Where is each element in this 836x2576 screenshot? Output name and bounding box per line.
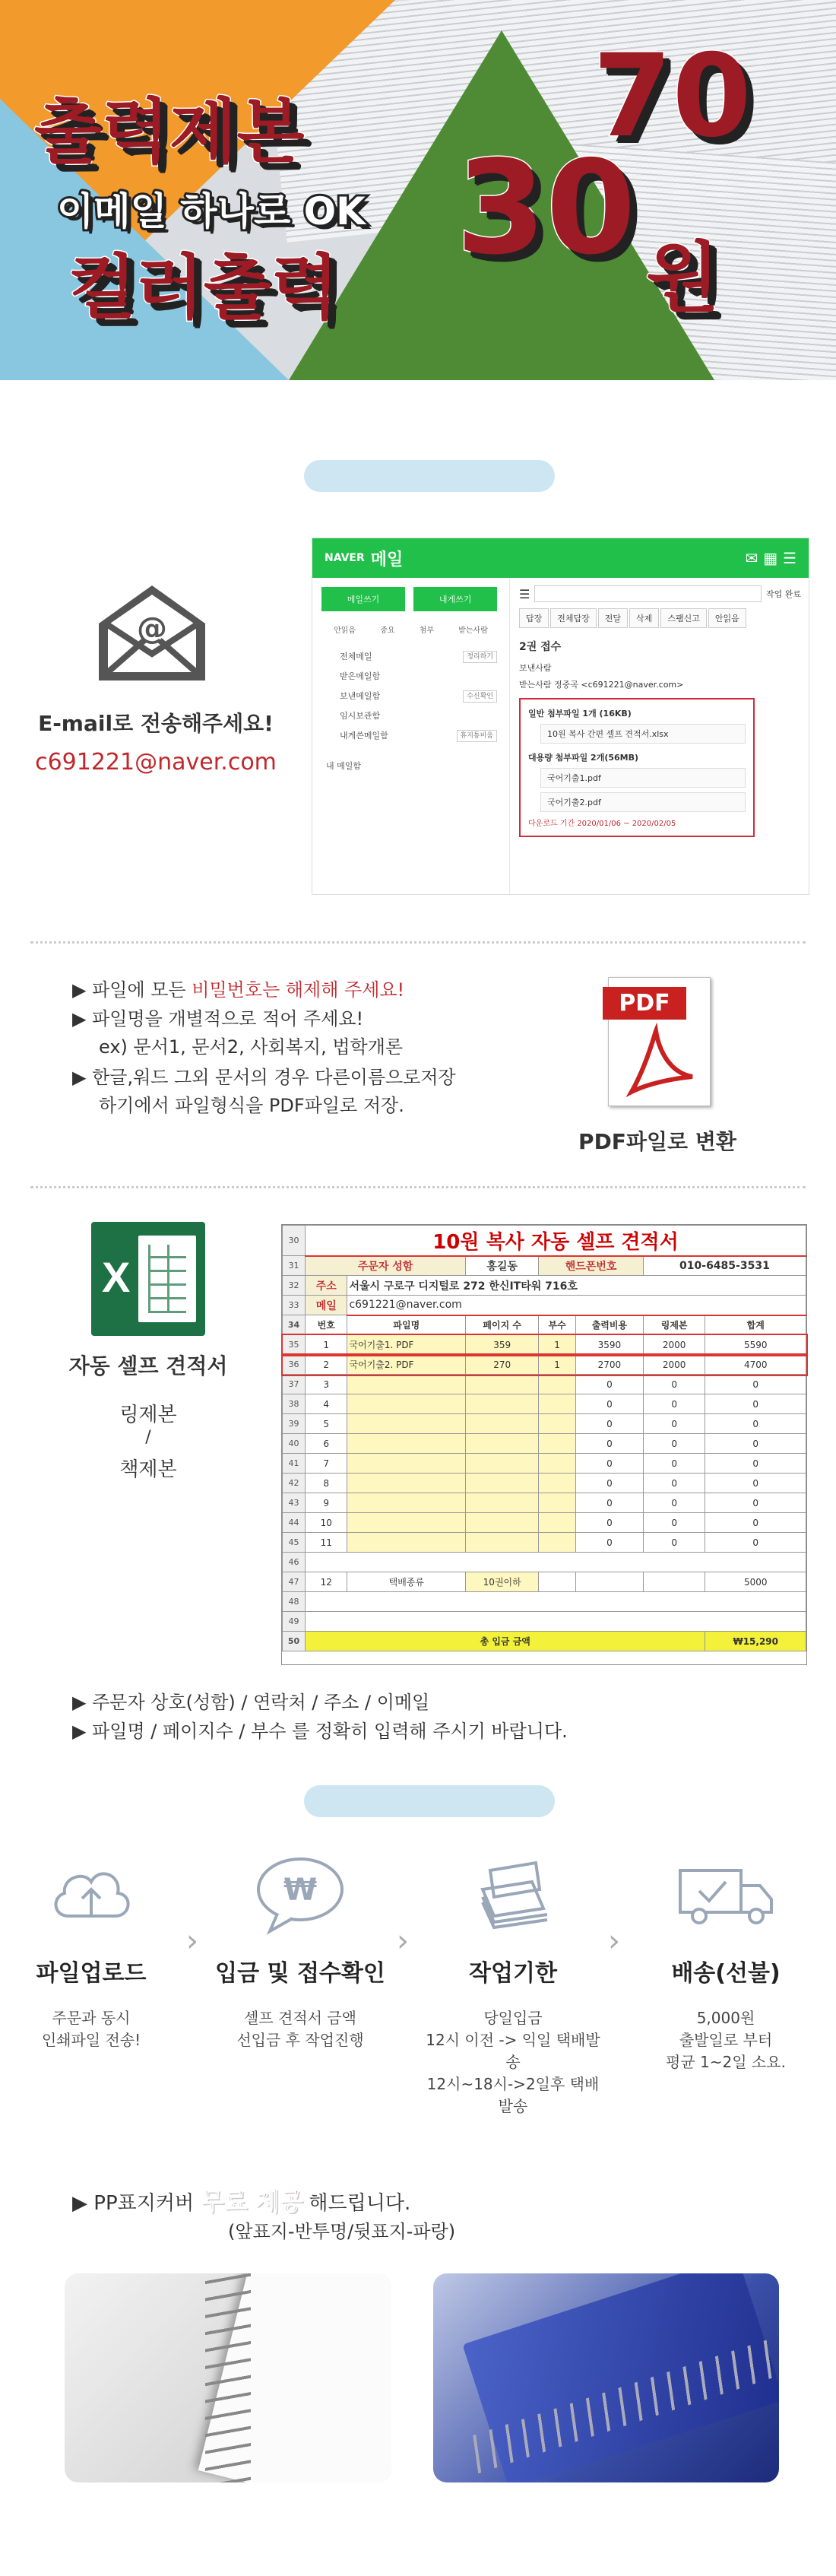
table-cell: 11 — [306, 1533, 347, 1553]
naver-logo: NAVER — [325, 552, 365, 564]
mail-app-icons: ✉ ▦ ☰ — [745, 549, 796, 567]
table-cell: 0 — [705, 1493, 806, 1513]
sidebar-item-mybox[interactable]: 내 메일함 — [326, 761, 362, 771]
table-cell[interactable] — [466, 1533, 539, 1553]
paper-stack-icon — [426, 1848, 600, 1939]
table-row: 44 10 0 0 0 — [283, 1513, 806, 1533]
big-attach-label: 대용량 첨부파일 2개(56MB) — [528, 753, 639, 763]
step-title: 입금 및 접수확인 — [215, 1960, 385, 1987]
bullet-convert-2: 하기에서 파일형식을 PDF파일로 저장. — [99, 1095, 404, 1116]
table-cell[interactable]: 270 — [466, 1355, 539, 1375]
chevron-right-icon: › — [608, 1924, 620, 1959]
truck-icon — [638, 1848, 813, 1939]
table-cell: 0 — [705, 1434, 806, 1454]
table-cell: 0 — [705, 1533, 806, 1553]
blue-cover-photo — [433, 2273, 779, 2482]
table-cell: 0 — [705, 1394, 806, 1414]
bullet-example: ex) 문서1, 문서2, 사회복지, 법학개론 — [99, 1036, 404, 1058]
note-1: ▶ 주문자 상호(성함) / 연락처 / 주소 / 이메일 — [72, 1692, 430, 1713]
receiver-label: 받는사람 — [519, 680, 552, 690]
table-cell[interactable] — [466, 1454, 539, 1474]
excel-title: 자동 셀프 견적서 — [68, 1353, 228, 1378]
attach-file[interactable]: 10원 복사 간편 셀프 견적서.xlsx — [540, 724, 746, 744]
table-cell: 1 — [306, 1335, 347, 1355]
table-cell: 0 — [705, 1375, 806, 1394]
excel-sub1: 링제본 — [119, 1404, 177, 1426]
table-cell[interactable] — [347, 1375, 466, 1394]
table-cell[interactable] — [539, 1474, 576, 1493]
price-unit: 원 — [646, 233, 720, 322]
mail-search-input[interactable] — [534, 585, 762, 602]
table-row: 41 7 0 0 0 — [283, 1454, 806, 1474]
attachment-box — [519, 698, 755, 837]
table-cell: 0 — [575, 1434, 643, 1454]
table-cell[interactable] — [347, 1454, 466, 1474]
table-row: 35 1 국어기출1. PDF 359 1 3590 2000 5590 — [283, 1335, 806, 1355]
step-title: 배송(선불) — [671, 1960, 781, 1987]
table-cell: 0 — [575, 1414, 643, 1434]
estimate-spreadsheet: 30 10원 복사 자동 셀프 견적서 31 주문자 성함 홍길동 핸드폰번호 010-6485-3531 32 주소 서울시 구로구 디지털로 272 한신IT타워 716호 33 메일 c691221@naver.com 34 번호 파일명 페이지 수 부수 출력비용 링제본 합계 35 1 국어기출1. PDF 359 1 3590 2000 5590 36 2 국어기출2. PDF 270 1 2700 2000 4700 37 3 0 0 0 38 4 0 0 0 39 5 0 0 0 40 6 0 0 0 41 7 0 0 0 42 8 0 0 0 43 9 0 0 0 44 10 0 0 0 45 11 0 0 0 46 47 12 택배종류 10권이하 5000 48 49 50 총 입금 금액 ₩15,290 — [281, 1224, 807, 1665]
table-cell[interactable]: 359 — [466, 1335, 539, 1355]
table-row: 37 3 0 0 0 — [283, 1375, 806, 1394]
table-cell[interactable] — [347, 1513, 466, 1533]
sidebar-item-drafts[interactable]: 임시보관함 — [340, 711, 381, 721]
table-cell[interactable] — [466, 1474, 539, 1493]
table-cell: 2000 — [643, 1355, 705, 1375]
table-row: 43 9 0 0 0 — [283, 1493, 806, 1513]
sender-label: 보낸사람 — [519, 663, 552, 673]
table-cell[interactable] — [347, 1474, 466, 1493]
table-cell: 0 — [575, 1375, 643, 1394]
mail-status: 작업 완료 — [765, 589, 801, 599]
table-cell: 0 — [643, 1513, 705, 1533]
mail-toolbar — [519, 608, 801, 628]
unread-button[interactable]: 안읽음 — [708, 608, 746, 628]
attach-label: 일반 첨부파일 1개 (16KB) — [528, 709, 632, 719]
table-row: 36 2 국어기출2. PDF 270 1 2700 2000 4700 — [283, 1355, 806, 1375]
step-shipping — [638, 1848, 813, 2073]
hero-title: 출력제본 — [34, 91, 305, 173]
sidebar-item-inbox[interactable]: 받은메일함 — [340, 671, 381, 681]
table-cell: 0 — [643, 1414, 705, 1434]
reply-button[interactable]: 답장 — [519, 608, 549, 628]
table-cell[interactable] — [539, 1434, 576, 1454]
count-important[interactable]: 중요 — [380, 627, 395, 635]
price-mono: 30 — [456, 133, 636, 284]
envelope-icon — [91, 578, 213, 684]
table-cell: 5 — [306, 1414, 347, 1434]
total-amount: ₩15,290 — [705, 1632, 806, 1651]
svg-text:@: @ — [137, 611, 167, 646]
sheet-title: 10원 복사 자동 셀프 견적서 — [306, 1226, 806, 1256]
sidebar-item-all[interactable]: 전체메일 정리하기 — [321, 647, 500, 667]
table-cell: 0 — [643, 1533, 705, 1553]
download-period: 다운로드 기간 2020/01/06 ~ 2020/02/05 — [528, 820, 676, 828]
table-cell: 0 — [575, 1474, 643, 1493]
table-row: 40 6 0 0 0 — [283, 1434, 806, 1454]
table-cell: 0 — [643, 1394, 705, 1414]
table-cell: 0 — [705, 1454, 806, 1474]
table-cell: 0 — [643, 1493, 705, 1513]
step-desc: 주문과 동시 인쇄파일 전송! — [41, 2009, 141, 2049]
table-cell[interactable] — [466, 1493, 539, 1513]
table-cell: 4 — [306, 1394, 347, 1414]
spam-button[interactable]: 스팸신고 — [660, 608, 707, 628]
table-cell[interactable] — [466, 1394, 539, 1414]
mail-window — [312, 538, 809, 895]
table-cell[interactable] — [466, 1434, 539, 1454]
table-cell[interactable] — [347, 1434, 466, 1454]
count-attach[interactable]: 첨부 — [419, 627, 435, 635]
step-deadline — [426, 1848, 600, 2118]
table-cell[interactable] — [539, 1454, 576, 1474]
table-cell: 0 — [575, 1513, 643, 1533]
table-cell: 6 — [306, 1434, 347, 1454]
table-cell: 0 — [643, 1375, 705, 1394]
table-cell: 10 — [306, 1513, 347, 1533]
email-address[interactable]: c691221@naver.com — [35, 749, 277, 776]
hero-banner — [0, 0, 836, 380]
count-recipients[interactable]: 받는사람 — [458, 627, 488, 635]
table-cell: 8 — [306, 1474, 347, 1493]
write-self-button[interactable]: 내게쓰기 — [413, 587, 497, 611]
step-desc: 당일입금 12시 이전 -> 익일 택배발송 12시~18시->2일후 택배발송 — [426, 2009, 600, 2115]
table-cell[interactable] — [539, 1533, 576, 1553]
free-highlight: 무료 제공 — [200, 2187, 303, 2216]
mail-cell[interactable]: c691221@naver.com — [347, 1296, 806, 1315]
table-cell[interactable] — [347, 1394, 466, 1414]
excel-sub2: / — [145, 1428, 151, 1447]
table-cell: 0 — [575, 1394, 643, 1414]
table-cell: 0 — [575, 1493, 643, 1513]
table-row: 39 5 0 0 0 — [283, 1414, 806, 1434]
mail-main — [511, 578, 809, 894]
svg-text:₩: ₩ — [283, 1873, 318, 1908]
table-row: 45 11 0 0 0 — [283, 1533, 806, 1553]
table-cell[interactable] — [539, 1375, 576, 1394]
table-cell: 0 — [705, 1474, 806, 1493]
mail-title: 메일 — [370, 550, 404, 569]
cloud-upload-icon — [4, 1848, 179, 1939]
big-file-2[interactable]: 국어기출2.pdf — [540, 792, 746, 812]
table-cell: 0 — [705, 1513, 806, 1533]
pdf-icon: PDF — [608, 977, 711, 1106]
table-cell[interactable] — [347, 1533, 466, 1553]
table-cell[interactable] — [466, 1375, 539, 1394]
chevron-right-icon: › — [397, 1924, 409, 1959]
price-color: 70 — [593, 30, 752, 163]
chevron-right-icon: › — [186, 1924, 198, 1959]
excel-sub3: 책제본 — [119, 1458, 177, 1481]
table-cell[interactable] — [539, 1394, 576, 1414]
cover-detail: (앞표지-반투명/뒷표지-파랑) — [228, 2221, 456, 2242]
mail-subject: 2권 접수 — [519, 641, 562, 653]
table-cell: 9 — [306, 1493, 347, 1513]
table-cell: 5590 — [705, 1335, 806, 1355]
excel-icon: X — [91, 1222, 205, 1336]
table-cell[interactable] — [466, 1513, 539, 1533]
table-cell: 3 — [306, 1375, 347, 1394]
divider — [30, 1186, 806, 1188]
hero-title-color: 컬러출력 — [68, 247, 339, 328]
receiver-value: 정중곡 <c691221@naver.com> — [554, 680, 684, 690]
table-cell: 0 — [705, 1414, 806, 1434]
table-cell[interactable] — [347, 1414, 466, 1434]
step-title: 작업기한 — [469, 1960, 557, 1987]
forward-button[interactable]: 전달 — [598, 608, 628, 628]
ship-type-cell[interactable]: 10권이하 — [466, 1572, 539, 1592]
table-cell[interactable] — [347, 1493, 466, 1513]
table-row: 42 8 0 0 0 — [283, 1474, 806, 1493]
table-cell: 4700 — [705, 1355, 806, 1375]
table-cell[interactable] — [539, 1513, 576, 1533]
won-bubble-icon — [213, 1848, 388, 1939]
table-cell[interactable] — [539, 1493, 576, 1513]
count-unread[interactable]: 안읽음 — [334, 627, 356, 635]
table-row: 38 4 0 0 0 — [283, 1394, 806, 1414]
table-cell: 0 — [643, 1454, 705, 1474]
bullet-password: ▶ 파일에 모든 비밀번호는 해제해 주세요! — [72, 979, 405, 1001]
mail-sidebar — [312, 578, 510, 895]
table-cell: 0 — [643, 1474, 705, 1493]
table-cell: 0 — [575, 1454, 643, 1474]
table-cell[interactable]: 1 — [539, 1335, 576, 1355]
table-cell: 2700 — [575, 1355, 643, 1375]
big-file-1[interactable]: 국어기출1.pdf — [540, 768, 746, 788]
step-desc: 셀프 견적서 금액 선입금 후 작업진행 — [236, 2009, 364, 2049]
divider — [30, 941, 806, 944]
bullet-convert: ▶ 한글,워드 그외 문서의 경우 다른이름으로저장 — [72, 1067, 456, 1088]
addr-cell[interactable]: 서울시 구로구 디지털로 272 한신IT타워 716호 — [347, 1276, 806, 1296]
step-upload — [4, 1848, 179, 2051]
table-cell: 2 — [306, 1355, 347, 1375]
table-cell[interactable] — [466, 1414, 539, 1434]
estimate-rows — [283, 1335, 806, 1553]
cover-text: ▶ PP표지커버 무료 제공 해드립니다. — [72, 2187, 411, 2216]
table-cell[interactable]: 1 — [539, 1355, 576, 1375]
step-payment — [213, 1848, 388, 2051]
section-pill — [304, 460, 555, 492]
table-cell[interactable]: 국어기출1. PDF — [347, 1335, 466, 1355]
menu-icon[interactable]: ☰ — [519, 586, 530, 601]
sidebar-item-sent[interactable]: 보낸메일함 수신확인 — [321, 687, 500, 706]
step-desc: 5,000원 출발일로 부터 평균 1~2일 소요. — [666, 2009, 786, 2071]
table-cell: 0 — [643, 1434, 705, 1454]
email-heading: E-mail로 전송해주세요! — [38, 711, 274, 736]
mail-topbar — [312, 538, 809, 578]
mail-counts — [321, 623, 500, 635]
white-ring-binding-photo — [65, 2273, 391, 2482]
section-pill — [304, 1785, 555, 1817]
sidebar-item-self[interactable]: 내게쓴메일함 휴지통비움 — [321, 726, 500, 746]
bullet-filename: ▶ 파일명을 개별적으로 적어 주세요! — [72, 1008, 364, 1029]
delete-button[interactable]: 삭제 — [629, 608, 659, 628]
table-cell: 0 — [575, 1533, 643, 1553]
note-2: ▶ 파일명 / 페이지수 / 부수 를 정확히 입력해 주시기 바랍니다. — [72, 1721, 568, 1742]
table-cell: 3590 — [575, 1335, 643, 1355]
table-cell[interactable] — [539, 1414, 576, 1434]
table-cell: 7 — [306, 1454, 347, 1474]
hero-subtitle: 이메일 하나로 OK — [57, 189, 366, 233]
step-title: 파일업로드 — [36, 1960, 147, 1987]
write-mail-button[interactable]: 메일쓰기 — [321, 587, 405, 611]
table-cell: 2000 — [643, 1335, 705, 1355]
reply-all-button[interactable]: 전체답장 — [550, 608, 597, 628]
pdf-caption: PDF파일로 변환 — [578, 1129, 736, 1154]
table-cell[interactable]: 국어기출2. PDF — [347, 1355, 466, 1375]
